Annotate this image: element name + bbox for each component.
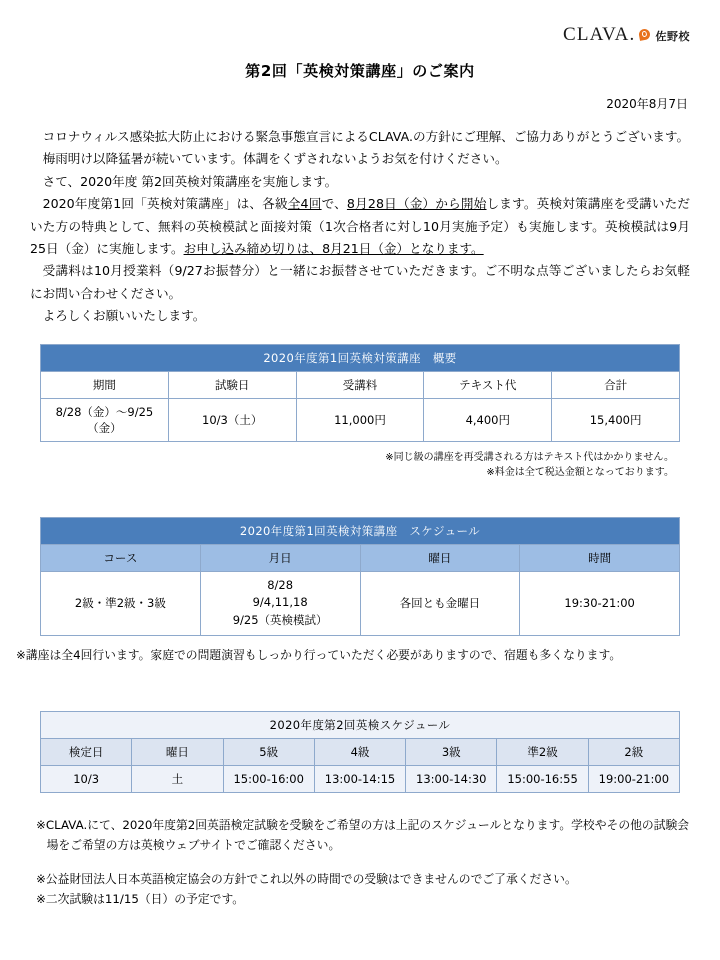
eiken-val-grade-pre2: 15:00-16:55: [497, 765, 588, 792]
eiken-col-grade2: 2級: [588, 738, 679, 765]
overview-notes: [40, 450, 680, 481]
table-row: [41, 398, 680, 441]
overview-col-period: 期間: [41, 371, 169, 398]
schedule-val-dates: [200, 571, 360, 635]
course-text-3: します。英検対策講座を受講いただいた方の特典として、無料の英検模試と面接対策（1次合格者に対し10月実施予定）も実施します。英検模試は9月25日（金）に実施します。: [30, 196, 691, 257]
paragraph-payment: 受講料は10月授業料（9/27お振替分）と一緒にお振替させていただきます。ご不明な点等ございましたらお気軽にお問い合わせください。: [30, 263, 690, 301]
footer-spacer: [36, 856, 690, 869]
course-text-2: で、: [321, 196, 347, 212]
overview-col-examdate: 試験日: [168, 371, 296, 398]
course-underline-deadline: お申し込み締め切りは、8月21日（金）となります。: [183, 241, 484, 257]
schedule-note: ※講座は全4回行います。家庭での問題演習もしっかり行っていただく必要がありますので、宿題も多くなります。: [16, 648, 622, 663]
table-title-row: [41, 517, 680, 544]
eiken-val-weekday: 土: [132, 765, 223, 792]
schedule-date-line-2: 9/4,11,18: [252, 595, 308, 610]
overview-col-fee: 受講料: [296, 371, 424, 398]
schedule-val-course: 2級・準2級・3級: [41, 571, 201, 635]
schedule-col-dates: 月日: [200, 544, 360, 571]
footer-note-2: ※公益財団法人日本英語検定協会の方針でこれ以外の時間での受験はできませんのでご了承ください。: [36, 871, 577, 886]
eiken-col-grade5: 5級: [223, 738, 314, 765]
overview-table-block: [30, 344, 690, 481]
document-date: 2020年8月7日: [606, 97, 688, 111]
table-title-row: [41, 344, 680, 371]
eiken-table-block: [30, 711, 690, 793]
eiken-val-grade4: 13:00-14:15: [314, 765, 405, 792]
overview-val-period: 8/28（金）～9/25（金）: [41, 398, 169, 441]
schedule-col-time: 時間: [520, 544, 680, 571]
overview-val-total: 15,400円: [552, 398, 680, 441]
footer-note-3: ※二次試験は11/15（日）の予定です。: [36, 891, 245, 906]
schedule-table-title: 2020年度第1回英検対策講座 スケジュール: [41, 517, 680, 544]
table-header-row: [41, 371, 680, 398]
schedule-table-block: [16, 517, 690, 665]
course-underline-sessions: 全4回: [287, 196, 322, 212]
schedule-date-line-1: 8/28: [267, 577, 294, 592]
header-logo-row: [30, 0, 690, 52]
eiken-table: [40, 711, 680, 793]
paragraph-closing: よろしくお願いいたします。: [42, 308, 206, 324]
logo-wordmark: CLAVA.: [563, 24, 636, 45]
eiken-val-examdate: 10/3: [41, 765, 132, 792]
footer-note-1: ※CLAVA.にて、2020年度第2回英語検定試験を受験をご希望の方は上記のスケジュールとなります。学校やその他の試験会場をご希望の方は英検ウェブサイトでご確認ください。: [36, 817, 690, 853]
eiken-col-grade3: 3級: [406, 738, 497, 765]
overview-col-textbook: テキスト代: [424, 371, 552, 398]
table-header-row: [41, 544, 680, 571]
eiken-col-grade-pre2: 準2級: [497, 738, 588, 765]
table-row: [41, 765, 680, 792]
clava-logo: [563, 24, 690, 46]
schedule-table: [40, 517, 680, 636]
eiken-val-grade2: 19:00-21:00: [588, 765, 679, 792]
overview-val-fee: 11,000円: [296, 398, 424, 441]
eiken-col-examdate: 検定日: [41, 738, 132, 765]
table-title-row: [41, 711, 680, 738]
overview-note-2: ※料金は全て税込金額となっております。: [486, 467, 674, 479]
eiken-val-grade3: 13:00-14:30: [406, 765, 497, 792]
overview-table: [40, 344, 680, 442]
paragraph-course-details: [30, 193, 690, 260]
overview-val-examdate: 10/3（土）: [168, 398, 296, 441]
table-header-row: [41, 738, 680, 765]
overview-note-1: ※同じ級の講座を再受講される方はテキスト代はかかりません。: [385, 451, 674, 463]
schedule-col-weekday: 曜日: [360, 544, 520, 571]
schedule-val-weekday: 各回とも金曜日: [360, 571, 520, 635]
paragraph-greeting: コロナウィルス感染拡大防止における緊急事態宣言によるCLAVA.の方針にご理解、ご協力ありがとうございます。: [42, 129, 690, 144]
paragraph-announcement: さて、2020年度 第2回英検対策講座を実施します。: [42, 173, 338, 189]
paragraph-weather: 梅雨明け以降猛暑が続いています。体調をくずされないようお気を付けください。: [42, 151, 508, 167]
overview-col-total: 合計: [552, 371, 680, 398]
page-title: 第2回「英検対策講座」のご案内: [245, 62, 475, 80]
course-text-1: 2020年度第1回「英検対策講座」は、各級: [42, 196, 288, 212]
schedule-date-line-3: 9/25（英検模試）: [232, 613, 328, 628]
overview-val-textbook: 4,400円: [424, 398, 552, 441]
table-row: [41, 571, 680, 635]
course-underline-startdate: 8月28日（金）から開始: [346, 196, 487, 212]
eiken-table-title: 2020年度第2回英検スケジュール: [41, 711, 680, 738]
footer-notes: [36, 815, 690, 909]
schedule-val-time: 19:30-21:00: [520, 571, 680, 635]
eiken-col-weekday: 曜日: [132, 738, 223, 765]
logo-branch-label: 佐野校: [655, 30, 690, 43]
clover-mark-icon: [638, 28, 651, 41]
eiken-col-grade4: 4級: [314, 738, 405, 765]
eiken-val-grade5: 15:00-16:00: [223, 765, 314, 792]
schedule-col-course: コース: [41, 544, 201, 571]
body-copy: [30, 126, 690, 328]
overview-table-title: 2020年度第1回英検対策講座 概要: [41, 344, 680, 371]
